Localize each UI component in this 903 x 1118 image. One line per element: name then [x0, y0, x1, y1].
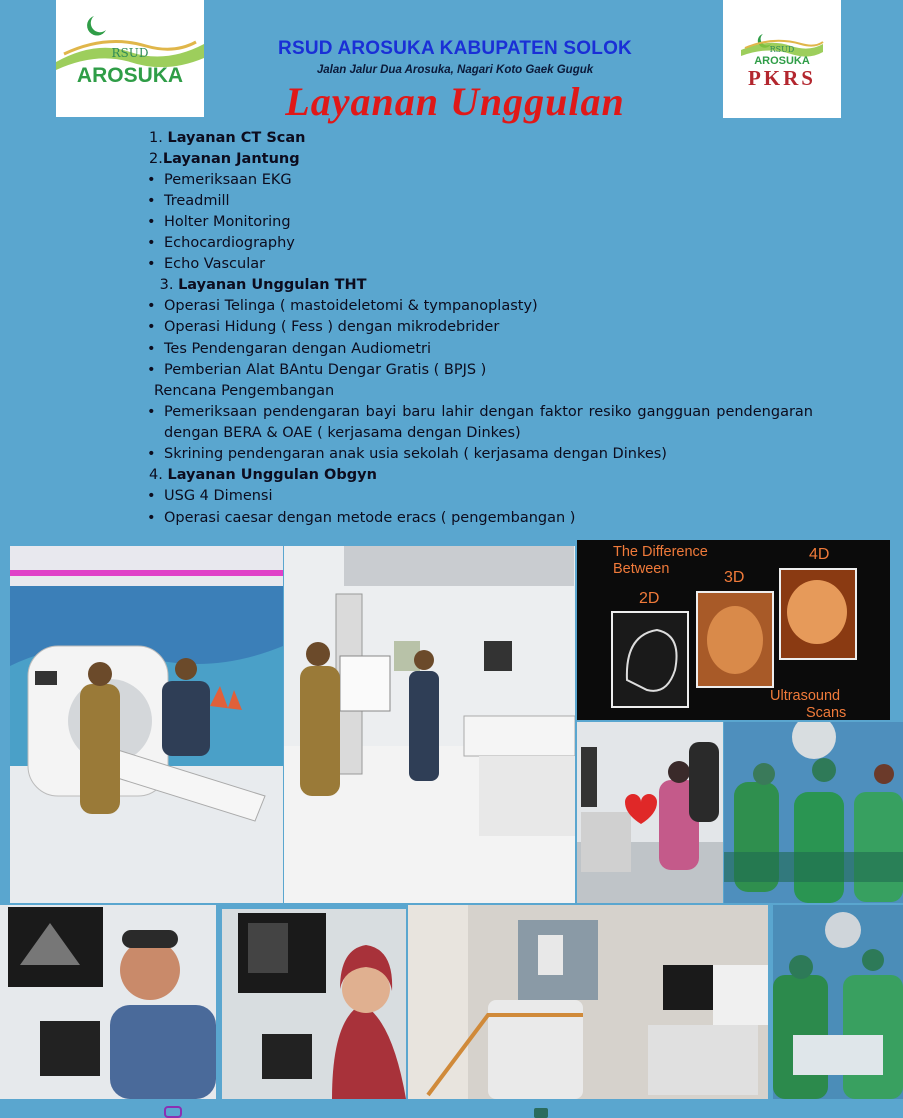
service-label: Layanan Unggulan Obgyn [167, 467, 377, 483]
label-4d: 4D [809, 546, 830, 563]
logo-rsud-text: RSUD [769, 45, 795, 54]
instagram-icon [164, 1106, 182, 1118]
service-label: Layanan Jantung [162, 151, 300, 167]
usg-heading-line1: The Difference [613, 544, 708, 560]
label-3d: 3D [724, 569, 745, 586]
list-item-continuation: dengan BERA & OAE ( kerjasama dengan Dinkes) [164, 425, 521, 441]
operating-room-photo [724, 722, 903, 903]
footer-bar [0, 1099, 903, 1115]
list-item: • Operasi caesar dengan metode eracs ( pengembangan ) [164, 510, 575, 526]
service-heading [155, 277, 367, 293]
ultrasound-comparison-panel [577, 540, 890, 720]
usg-footer-line1: Ultrasound [770, 688, 841, 704]
usg-footer-line2: Scans [806, 705, 847, 720]
ekg-exam-photo [577, 722, 723, 903]
label-2d: 2D [639, 590, 660, 607]
hospital-title: RSUD AROSUKA KABUPATEN SOLOK [278, 38, 632, 59]
list-item: • Echo Vascular [164, 256, 265, 272]
ct-scan-photo [10, 546, 283, 903]
doctor-echo-photo [222, 909, 406, 1099]
rsud-arosuka-logo [56, 0, 204, 117]
usg-heading-line2: Between [613, 561, 670, 577]
service-heading [149, 151, 300, 167]
list-item: • Tes Pendengaran dengan Audiometri [164, 341, 431, 357]
list-item: • Pemeriksaan pendengaran bayi baru lahir dengan faktor resiko gangguan pendengaran [164, 404, 813, 420]
doctor-ultrasound-photo [0, 905, 216, 1099]
logo-rsud-text: RSUD [111, 46, 149, 60]
list-item: • Operasi Telinga ( mastoideletomi & tympanoplasty) [164, 298, 538, 314]
logo-arosuka-text: AROSUKA [76, 64, 184, 87]
usg-scans-icon [577, 540, 890, 720]
service-number: 1. [149, 130, 163, 146]
treadmill-room-photo [408, 905, 768, 1099]
logo-pkrs-text: PKRS [747, 66, 816, 90]
service-number: 3. [159, 277, 174, 293]
xray-room-photo [284, 546, 575, 903]
service-heading [149, 467, 377, 483]
surgery-photo [773, 905, 903, 1099]
list-item: • Holter Monitoring [164, 214, 291, 230]
hospital-address: Jalan Jalur Dua Arosuka, Nagari Koto Gaek Guguk [316, 64, 594, 76]
service-number: 2. [149, 151, 163, 167]
list-item: • Echocardiography [164, 235, 295, 251]
logo-arosuka-text: AROSUKA [754, 55, 810, 67]
service-label: Layanan Unggulan THT [178, 277, 367, 293]
list-item: • USG 4 Dimensi [164, 488, 273, 504]
list-item: • Pemberian Alat BAntu Dengar Gratis ( BPJS ) [164, 362, 486, 378]
list-item: • Skrining pendengaran anak usia sekolah ( kerjasama dengan Dinkes) [164, 446, 667, 462]
service-heading [149, 130, 305, 146]
list-item: • Pemeriksaan EKG [164, 172, 292, 188]
service-number: 4. [149, 467, 163, 483]
service-label: Layanan CT Scan [167, 130, 306, 146]
pkrs-logo [723, 0, 841, 118]
page-title: Layanan Unggulan [285, 79, 625, 124]
subsection-label: Rencana Pengembangan [154, 383, 335, 399]
social-icon [534, 1108, 548, 1118]
list-item: • Operasi Hidung ( Fess ) dengan mikrodebrider [164, 319, 499, 335]
list-item: • Treadmill [164, 193, 230, 209]
